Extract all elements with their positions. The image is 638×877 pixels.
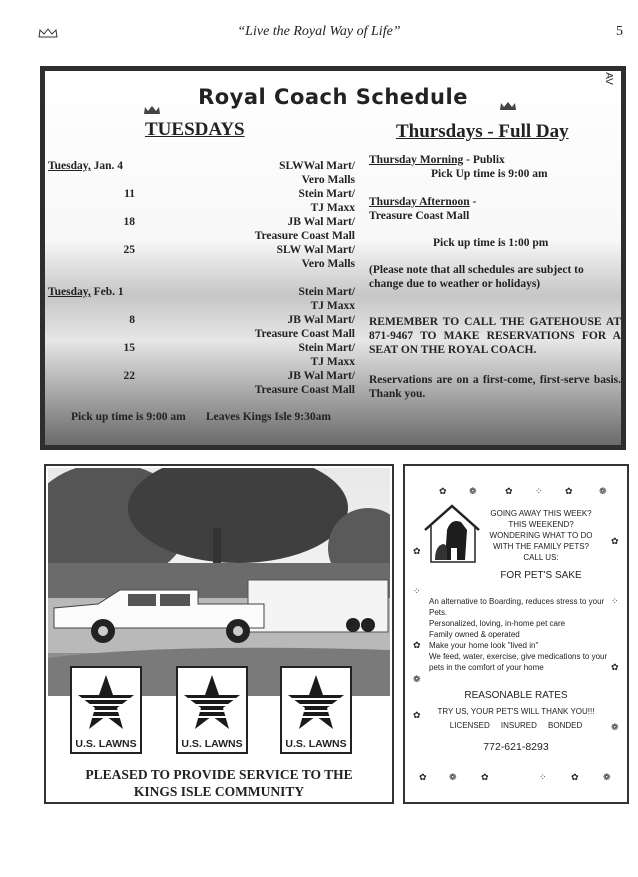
truck-photo bbox=[48, 468, 390, 696]
tuesdays-heading: TUESDAYS bbox=[145, 119, 245, 140]
paw-print-icon: ⁘ bbox=[535, 486, 543, 496]
crown-icon bbox=[499, 101, 517, 111]
star-stripes-icon bbox=[181, 671, 243, 733]
reservation-reminder: REMEMBER TO CALL THE GATEHOUSE AT 871-9467 TO MAKE RESERVATIONS FOR A SEAT ON THE ROYAL COACH. bbox=[369, 316, 621, 356]
paw-print-icon: ❁ bbox=[469, 486, 477, 496]
paw-print-icon: ⁘ bbox=[611, 596, 619, 606]
tuesday-departure-time: Leaves Kings Isle 9:30am bbox=[206, 411, 331, 423]
schedule-destination: JB Wal Mart/ Treasure Coast Mall bbox=[254, 216, 355, 242]
schedule-date: 8 bbox=[129, 314, 135, 326]
reasonable-rates: REASONABLE RATES bbox=[464, 690, 568, 701]
thursday-morning-time: Pick Up time is 9:00 am bbox=[431, 168, 548, 180]
lawn-ad-caption: PLEASED TO PROVIDE SERVICE TO THE KINGS ISLE COMMUNITY bbox=[85, 767, 353, 799]
reservation-policy: Reservations are on a first-come, first-serve basis. Thank you. bbox=[369, 374, 621, 400]
schedule-note: (Please note that all schedules are subject to change due to weather or holidays) bbox=[369, 264, 584, 290]
logo-text: U.S. LAWNS bbox=[181, 738, 243, 750]
pets-sake-ad bbox=[403, 464, 629, 804]
star-stripes-icon bbox=[285, 671, 347, 733]
phone-number: 772-621-8293 bbox=[483, 741, 549, 753]
schedule-date: 25 bbox=[123, 244, 135, 256]
pet-ad-thanks: TRY US, YOUR PET'S WILL THANK YOU!!! bbox=[437, 707, 595, 716]
schedule-title: Royal Coach Schedule bbox=[198, 85, 468, 109]
truck-trailer-image bbox=[48, 468, 390, 696]
paw-print-icon: ❁ bbox=[413, 674, 421, 684]
royal-coach-schedule bbox=[40, 66, 626, 450]
paw-print-icon: ✿ bbox=[611, 662, 619, 672]
thursdays-heading: Thursdays - Full Day bbox=[396, 121, 569, 142]
schedule-destination: SLW Wal Mart/ Vero Malls bbox=[276, 244, 355, 270]
page-header-title: “Live the Royal Way of Life” bbox=[237, 24, 401, 39]
paw-print-icon: ❁ bbox=[603, 772, 611, 782]
thursday-afternoon: Thursday Afternoon - bbox=[369, 196, 477, 208]
paw-print-icon: ✿ bbox=[611, 536, 619, 546]
thursday-afternoon-destination: Treasure Coast Mall bbox=[369, 210, 470, 222]
schedule-destination: JB Wal Mart/ Treasure Coast Mall bbox=[254, 314, 355, 340]
pet-ad-intro: GOING AWAY THIS WEEK? THIS WEEKEND? WONDERING WHAT TO DO WITH THE FAMILY PETS? CALL US: bbox=[489, 509, 593, 562]
paw-print-icon: ⁘ bbox=[539, 772, 547, 782]
paw-print-icon: ✿ bbox=[413, 640, 421, 650]
us-lawns-ad bbox=[44, 464, 394, 804]
paw-print-icon: ✿ bbox=[413, 546, 421, 556]
schedule-destination: JB Wal Mart/ Treasure Coast Mall bbox=[254, 370, 355, 396]
paw-print-icon: ✿ bbox=[419, 772, 427, 782]
us-lawns-logo bbox=[280, 666, 352, 754]
logo-text: U.S. LAWNS bbox=[285, 738, 347, 750]
schedule-date: Tuesday, Feb. 1 bbox=[48, 286, 124, 298]
schedule-date: Tuesday, Jan. 4 bbox=[48, 160, 124, 172]
schedule-destination: Stein Mart/ TJ Maxx bbox=[298, 188, 355, 214]
paw-print-icon: ✿ bbox=[505, 486, 513, 496]
us-lawns-logo bbox=[70, 666, 142, 754]
pet-ad-features: An alternative to Boarding, reduces stress to your Pets. Personalized, loving, in-home pet care Family owned & operated Make your home look "lived in" We feed, water, exercise, give medications to your pets in the comfort of your home bbox=[429, 597, 608, 672]
paw-print-icon: ✿ bbox=[481, 772, 489, 782]
tuesday-pickup-time: Pick up time is 9:00 am bbox=[71, 411, 186, 423]
thursday-morning: Thursday Morning - Publix bbox=[369, 154, 505, 166]
star-stripes-icon bbox=[75, 671, 137, 733]
paw-print-icon: ⁘ bbox=[413, 586, 421, 596]
business-name: FOR PET'S SAKE bbox=[500, 570, 582, 581]
schedule-date: 18 bbox=[123, 216, 135, 228]
paw-print-icon: ✿ bbox=[565, 486, 573, 496]
paw-print-icon: ❁ bbox=[611, 722, 619, 732]
thursday-afternoon-time: Pick up time is 1:00 pm bbox=[433, 237, 549, 249]
logo-text: U.S. LAWNS bbox=[75, 738, 137, 750]
schedule-destination: SLWWal Mart/ Vero Malls bbox=[279, 160, 355, 186]
us-lawns-logo bbox=[176, 666, 248, 754]
pet-ad-credentials: LICENSED INSURED BONDED bbox=[449, 721, 583, 730]
paw-print-icon: ✿ bbox=[571, 772, 579, 782]
schedule-date: 11 bbox=[124, 188, 135, 200]
corner-mark: AV bbox=[603, 72, 615, 85]
schedule-destination: Stein Mart/ TJ Maxx bbox=[298, 286, 355, 312]
paw-print-icon: ✿ bbox=[439, 486, 447, 496]
paw-print-icon: ❁ bbox=[599, 486, 607, 496]
schedule-date: 15 bbox=[123, 342, 135, 354]
page-number: 5 bbox=[616, 24, 623, 39]
schedule-date: 22 bbox=[123, 370, 135, 382]
paw-print-icon: ❁ bbox=[449, 772, 457, 782]
schedule-destination: Stein Mart/ TJ Maxx bbox=[298, 342, 355, 368]
crown-icon bbox=[143, 105, 161, 115]
house-with-pets-icon bbox=[421, 500, 483, 566]
paw-print-icon: ✿ bbox=[413, 710, 421, 720]
